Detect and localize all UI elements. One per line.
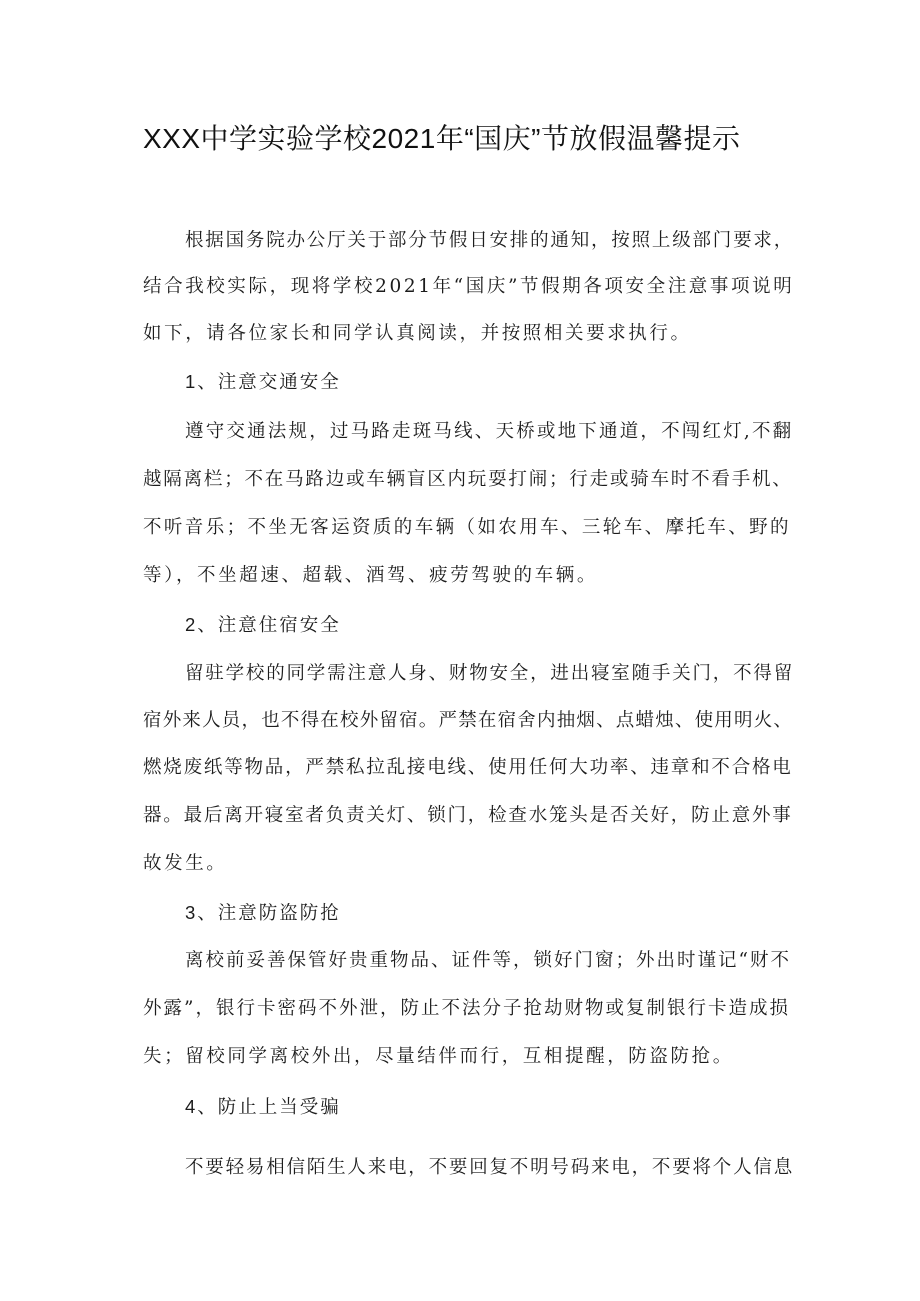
paragraph-line: 越隔离栏；不在马路边或车辆盲区内玩耍打闹；行走或骑车时不看手机、 [143,469,793,490]
section-heading: 1、注意交通安全 [185,371,341,392]
page-title: XXX中学实验学校2021年“国庆”节放假温馨提示 [143,123,741,154]
paragraph-line: 外露”，银行卡密码不外泄，防止不法分子抢劫财物或复制银行卡造成损 [143,998,790,1019]
paragraph-line: 失；留校同学离校外出，尽量结伴而行，互相提醒，防盗防抢。 [143,1046,734,1067]
paragraph-line: 宿外来人员，也不得在校外留宿。严禁在宿舍内抽烟、点蜡烛、使用明火、 [143,710,794,731]
section-heading: 2、注意住宿安全 [185,614,341,635]
paragraph-line: 不要轻易相信陌生人来电，不要回复不明号码来电，不要将个人信息 [185,1157,795,1178]
paragraph-line: 器。最后离开寝室者负责关灯、锁门，检查水笼头是否关好，防止意外事 [143,805,793,826]
document-body [143,0,795,1301]
intro-line: 结合我校实际，现将学校2021年“国庆”节假期各项安全注意事项说明 [143,276,795,297]
paragraph-line: 离校前妥善保管好贵重物品、证件等，锁好门窗；外出时谨记“财不 [185,950,791,971]
section-heading: 3、注意防盗防抢 [185,902,341,923]
paragraph-line: 等），不坐超速、超载、酒驾、疲劳驾驶的车辆。 [143,565,598,586]
paragraph-line: 留驻学校的同学需注意人身、财物安全，进出寝室随手关门，不得留 [185,663,795,684]
section-heading: 4、防止上当受骗 [185,1096,341,1117]
paragraph-line: 不听音乐；不坐无客运资质的车辆（如农用车、三轮车、摩托车、野的 [143,517,791,538]
intro-line: 根据国务院办公厅关于部分节假日安排的通知，按照上级部门要求， [185,230,795,251]
intro-line: 如下，请各位家长和同学认真阅读，并按照相关要求执行。 [143,323,692,344]
paragraph-line: 故发生。 [143,853,228,874]
paragraph-line: 遵守交通法规，过马路走斑马线、天桥或地下通道，不闯红灯,不翻 [185,421,794,442]
paragraph-line: 燃烧废纸等物品，严禁私拉乱接电线、使用任何大功率、违章和不合格电 [143,757,793,778]
